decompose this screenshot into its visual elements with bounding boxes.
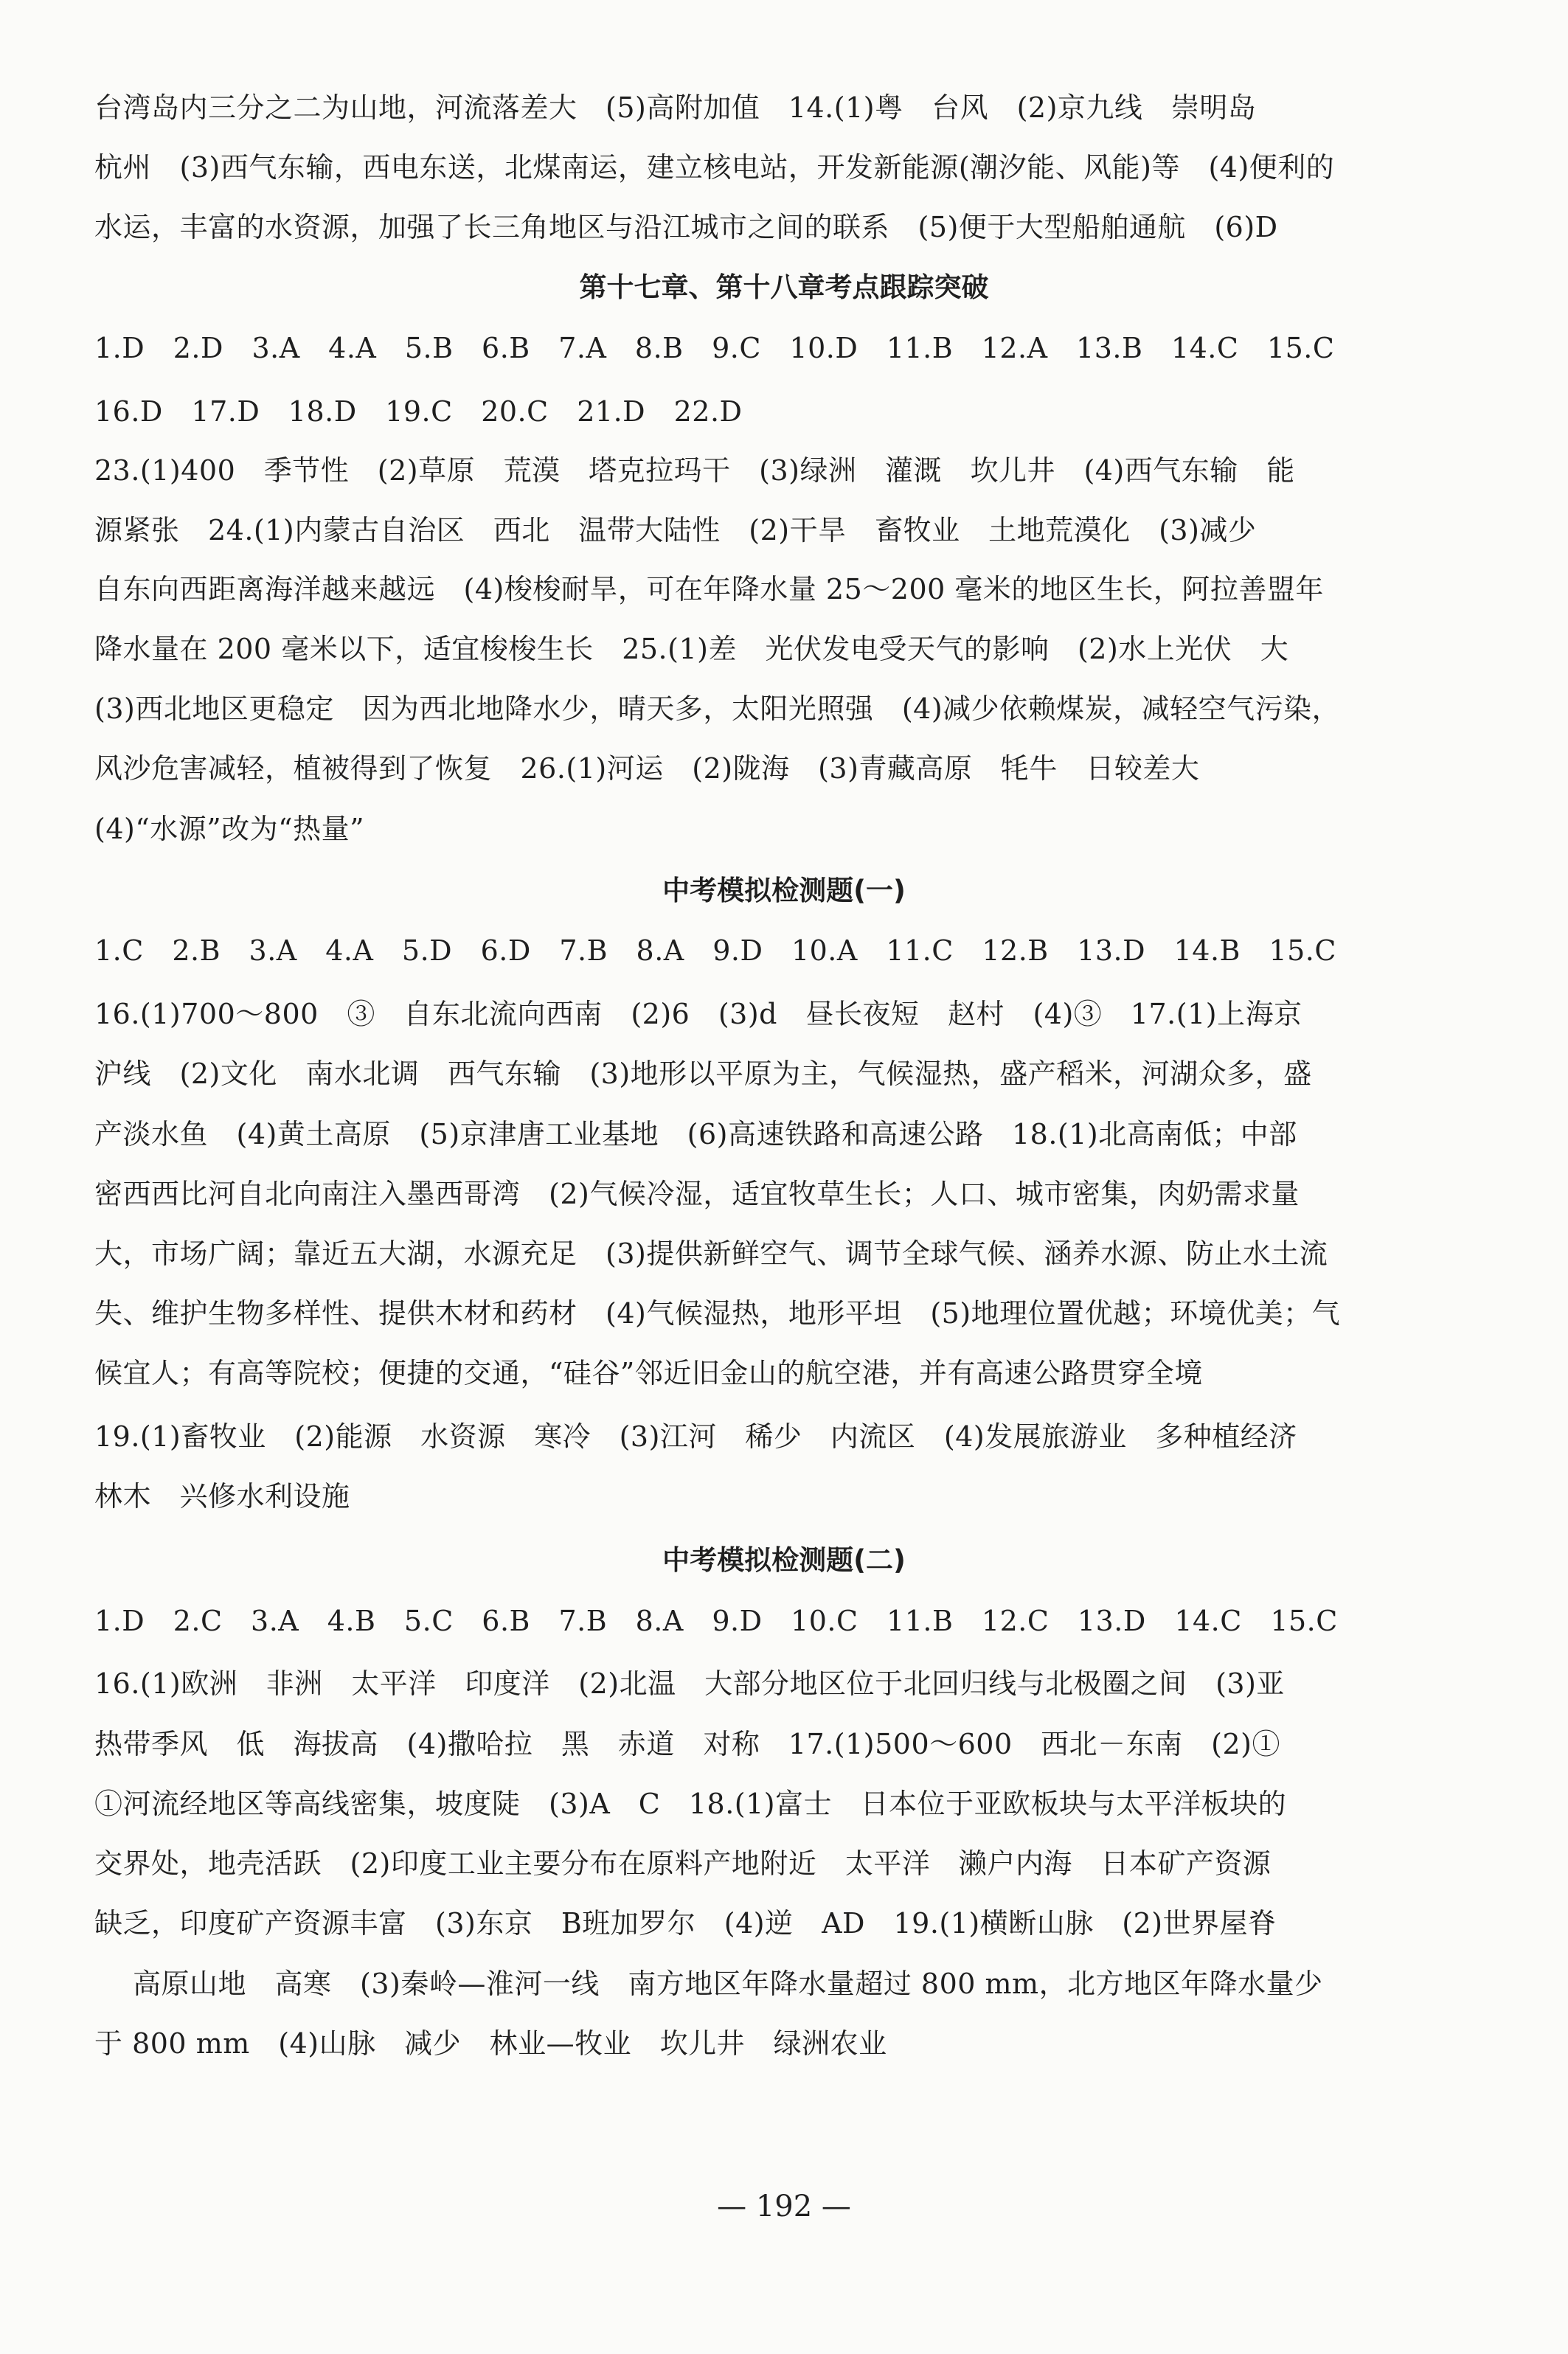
text-line: 1.C 2.B 3.A 4.A 5.D 6.D 7.B 8.A 9.D 10.A 11.C 12.B 13.D 14.B 15.C	[94, 934, 1336, 967]
text-line: (3)西北地区更稳定 因为西北地降水少，晴天多，太阳光照强 (4)减少依赖煤炭，减轻空气污染，	[94, 692, 1341, 725]
text-line: 热带季风 低 海拔高 (4)撒哈拉 黑 赤道 对称 17.(1)500～600 西北－东南 (2)①	[94, 1728, 1280, 1760]
text-line: 台湾岛内三分之二为山地，河流落差大 (5)高附加值 14.(1)粤 台风 (2)京九线 崇明岛	[94, 91, 1257, 124]
text-line: 16.(1)欧洲 非洲 太平洋 印度洋 (2)北温 大部分地区位于北回归线与北极圈之间 (3)亚	[94, 1667, 1285, 1700]
text-line: 林木 兴修水利设施	[94, 1480, 350, 1513]
text-line: 大，市场广阔；靠近五大湖，水源充足 (3)提供新鲜空气、调节全球气候、涵养水源、防止水土流	[94, 1237, 1328, 1270]
text-line: 降水量在 200 毫米以下，适宜梭梭生长 25.(1)差 光伏发电受天气的影响 (2)水上光伏 大	[94, 633, 1289, 665]
text-line: 于 800 mm (4)山脉 减少 林业—牧业 坎儿井 绿洲农业	[94, 2027, 887, 2060]
text-line: 1.D 2.D 3.A 4.A 5.B 6.B 7.A 8.B 9.C 10.D 11.B 12.A 13.B 14.C 15.C	[94, 332, 1335, 364]
text-line: 19.(1)畜牧业 (2)能源 水资源 寒冷 (3)江河 稀少 内流区 (4)发展旅游业 多种植经济	[94, 1420, 1297, 1453]
text-line: 源紧张 24.(1)内蒙古自治区 西北 温带大陆性 (2)干旱 畜牧业 土地荒漠化 (3)减少	[94, 514, 1257, 546]
text-line: 杭州 (3)西气东输，西电东送，北煤南运，建立核电站，开发新能源(潮汐能、风能)等 (4)便利的	[94, 151, 1335, 184]
text-line: (4)“水源”改为“热量”	[94, 813, 365, 845]
text-line: 沪线 (2)文化 南水北调 西气东输 (3)地形以平原为主，气候湿热，盛产稻米，河湖众多，盛	[94, 1058, 1312, 1090]
text-line: 产淡水鱼 (4)黄土高原 (5)京津唐工业基地 (6)高速铁路和高速公路 18.(1)北高南低；中部	[94, 1118, 1297, 1150]
text-line: 缺乏，印度矿产资源丰富 (3)东京 B班加罗尔 (4)逆 AD 19.(1)横断山脉 (2)世界屋脊	[94, 1907, 1277, 1940]
text-line: 1.D 2.C 3.A 4.B 5.C 6.B 7.B 8.A 9.D 10.C 11.B 12.C 13.D 14.C 15.C	[94, 1605, 1338, 1637]
text-line: 16.(1)700～800 ③ 自东北流向西南 (2)6 (3)d 昼长夜短 赵村 (4)③ 17.(1)上海京	[94, 998, 1302, 1030]
page-number: — 192 —	[717, 2190, 851, 2223]
text-line: 交界处，地壳活跃 (2)印度工业主要分布在原料产地附近 太平洋 濑户内海 日本矿产资源	[94, 1847, 1272, 1880]
text-line: 16.D 17.D 18.D 19.C 20.C 21.D 22.D	[94, 395, 743, 428]
section-title-mock-exam-1: 中考模拟检测题(一)	[662, 875, 906, 906]
section-title-mock-exam-2: 中考模拟检测题(二)	[662, 1544, 906, 1576]
text-line: 密西西比河自北向南注入墨西哥湾 (2)气候冷湿，适宜牧草生长；人口、城市密集，肉奶需求量	[94, 1178, 1300, 1210]
text-line: 高原山地 高寒 (3)秦岭—淮河一线 南方地区年降水量超过 800 mm，北方地区年降水量少	[133, 1968, 1323, 2000]
text-line: 23.(1)400 季节性 (2)草原 荒漠 塔克拉玛干 (3)绿洲 灌溉 坎儿井 (4)西气东输 能	[94, 454, 1295, 487]
text-line: 失、维护生物多样性、提供木材和药材 (4)气候湿热，地形平坦 (5)地理位置优越；环境优美；气	[94, 1297, 1341, 1330]
text-line: ①河流经地区等高线密集，坡度陡 (3)A C 18.(1)富士 日本位于亚欧板块与太平洋板块的	[94, 1788, 1287, 1820]
text-line: 候宜人；有高等院校；便捷的交通，“硅谷”邻近旧金山的航空港，并有高速公路贯穿全境	[94, 1357, 1203, 1389]
text-line: 风沙危害减轻，植被得到了恢复 26.(1)河运 (2)陇海 (3)青藏高原 牦牛 日较差大	[94, 752, 1200, 785]
text-line: 水运，丰富的水资源，加强了长三角地区与沿江城市之间的联系 (5)便于大型船舶通航 (6)D	[94, 211, 1278, 243]
text-line: 自东向西距离海洋越来越远 (4)梭梭耐旱，可在年降水量 25～200 毫米的地区生长，阿拉善盟年	[94, 573, 1324, 605]
section-title-ch17-18: 第十七章、第十八章考点跟踪突破	[579, 271, 989, 303]
